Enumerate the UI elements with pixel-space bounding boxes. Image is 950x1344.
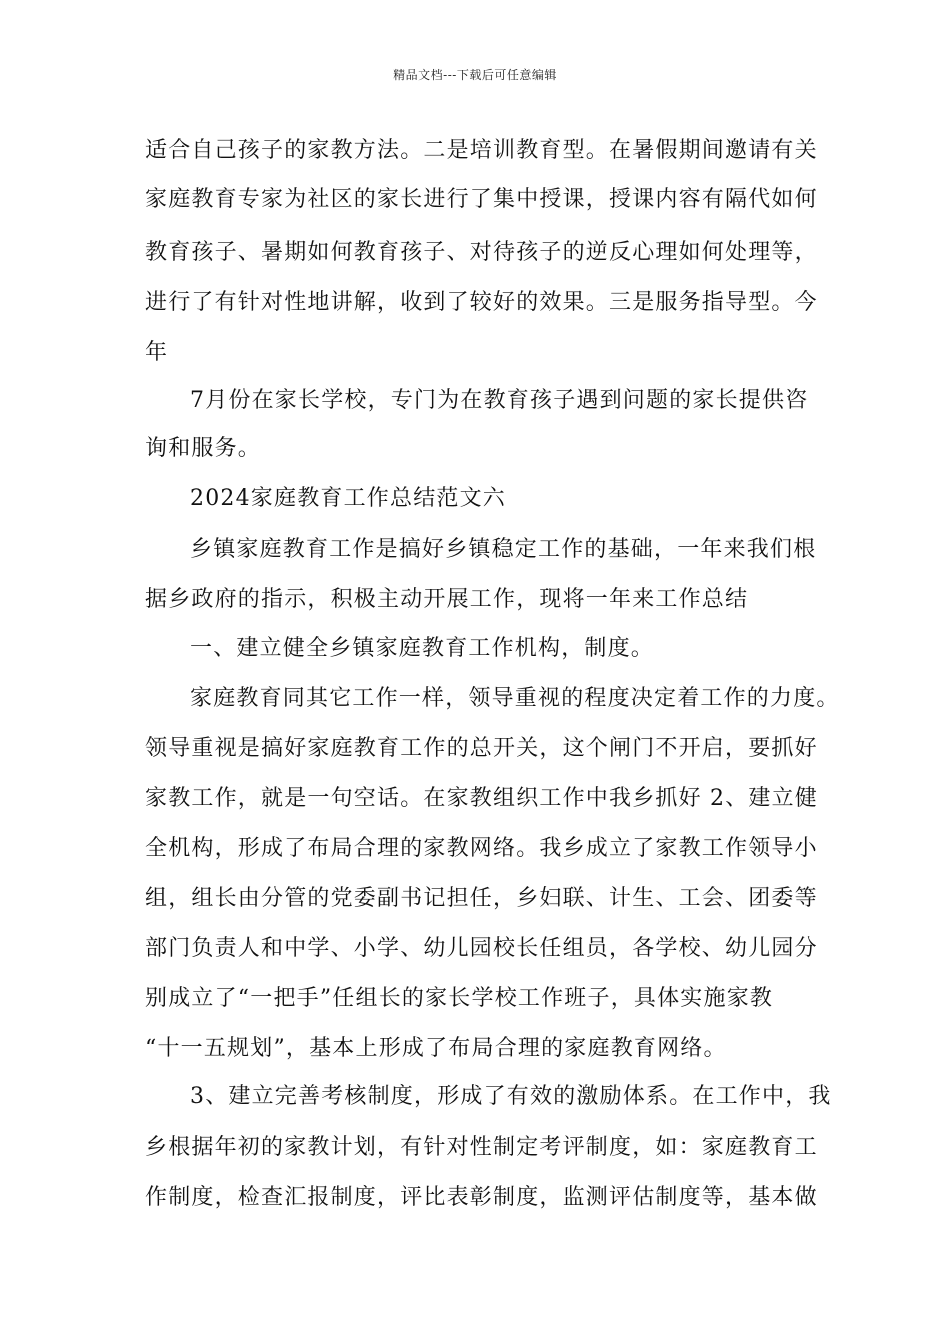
text-line: 7月份在家长学校，专门为在教育孩子遇到问题的家长提供咨 (190, 388, 809, 413)
text-line: 一、建立健全乡镇家庭教育工作机构，制度。 (190, 636, 655, 661)
text-line: 据乡政府的指示，积极主动开展工作，现将一年来工作总结 (145, 587, 749, 612)
text-line: 乡镇家庭教育工作是搞好乡镇稳定工作的基础，一年来我们根 (190, 537, 817, 562)
text-line: 询和服务。 (145, 436, 262, 461)
text-line: 教育孩子、暑期如何教育孩子、对待孩子的逆反心理如何处理等， (145, 240, 818, 265)
text-line: 家教工作，就是一句空话。在家教组织工作中我乡抓好 2、建立健 (145, 786, 818, 811)
text-line: 领导重视是搞好家庭教育工作的总开关，这个闸门不开启，要抓好 (145, 736, 818, 761)
text-line: 部门负责人和中学、小学、幼儿园校长任组员，各学校、幼儿园分 (145, 936, 818, 961)
text-line: 作制度，检查汇报制度，评比表彰制度，监测评估制度等，基本做 (145, 1185, 818, 1210)
page-header: 精品文档---下载后可任意编辑 (393, 68, 557, 82)
text-line: “十一五规划”，基本上形成了布局合理的家庭教育网络。 (145, 1036, 727, 1061)
text-line: 组，组长由分管的党委副书记担任，乡妇联、计生、工会、团委等 (145, 886, 818, 911)
text-line: 家庭教育专家为社区的家长进行了集中授课，授课内容有隔代如何 (145, 187, 818, 212)
section-heading: 2024家庭教育工作总结范文六 (190, 486, 506, 511)
text-line: 家庭教育同其它工作一样，领导重视的程度决定着工作的力度。 (190, 686, 840, 711)
text-line: 适合自己孩子的家教方法。二是培训教育型。在暑假期间邀请有关 (145, 138, 818, 163)
text-line: 全机构，形成了布局合理的家教网络。我乡成立了家教工作领导小 (145, 836, 818, 861)
text-line: 别成立了“一把手”任组长的家长学校工作班子，具体实施家教 (145, 986, 774, 1011)
text-line: 3、建立完善考核制度，形成了有效的激励体系。在工作中，我 (190, 1084, 832, 1109)
text-line: 年 (145, 340, 169, 365)
text-line: 乡根据年初的家教计划，有针对性制定考评制度，如：家庭教育工 (145, 1135, 818, 1160)
text-line: 进行了有针对性地讲解，收到了较好的效果。三是服务指导型。今 (145, 290, 818, 315)
